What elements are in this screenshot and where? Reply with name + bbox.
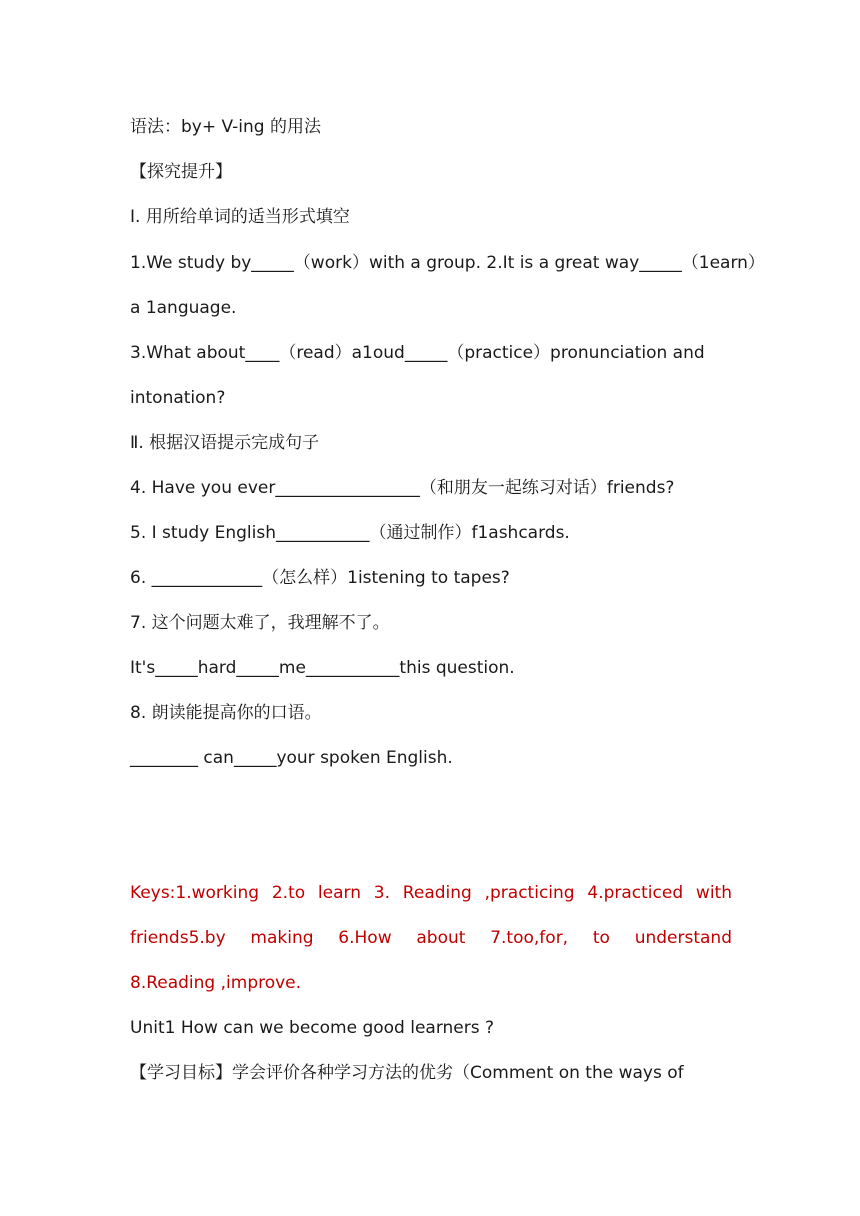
exercise-line: 8. 朗读能提高你的口语。 (130, 703, 322, 723)
exercise-line: 6. _____________（怎么样）1istening to tapes? (130, 568, 510, 588)
answer-keys-line: Keys:1.working 2.to learn 3. Reading ,practicing 4.practiced with (130, 883, 732, 903)
exercise-line: a 1anguage. (130, 298, 237, 318)
unit-title: Unit1 How can we become good learners ? (130, 1018, 495, 1038)
exercise-line: 3.What about____（read）a1oud_____（practice）pronunciation and (130, 343, 705, 363)
learning-objective: 【学习目标】学会评价各种学习方法的优劣（Comment on the ways of (130, 1063, 684, 1083)
answer-keys-line: friends5.by making 6.How about 7.too,for, to understand (130, 928, 732, 948)
exercise-line: ________ can_____your spoken English. (130, 748, 453, 768)
part-two-heading: Ⅱ. 根据汉语提示完成句子 (130, 433, 320, 453)
exercise-line: 5. I study English___________（通过制作）f1ashcards. (130, 523, 570, 543)
exercise-line: 7. 这个问题太难了，我理解不了。 (130, 613, 390, 633)
grammar-heading: 语法：by+ V-ing 的用法 (130, 117, 321, 137)
exercise-line: 4. Have you ever_________________（和朋友一起练习对话）friends? (130, 478, 675, 498)
exercise-line: It's_____hard_____me___________this question. (130, 658, 515, 678)
part-one-heading: Ⅰ. 用所给单词的适当形式填空 (130, 207, 350, 227)
section-heading-explore: 【探究提升】 (130, 162, 232, 182)
exercise-line: 1.We study by_____（work）with a group. 2.It is a great way_____（1earn） (130, 253, 765, 273)
exercise-line: intonation? (130, 388, 226, 408)
answer-keys-line: 8.Reading ,improve. (130, 973, 302, 993)
